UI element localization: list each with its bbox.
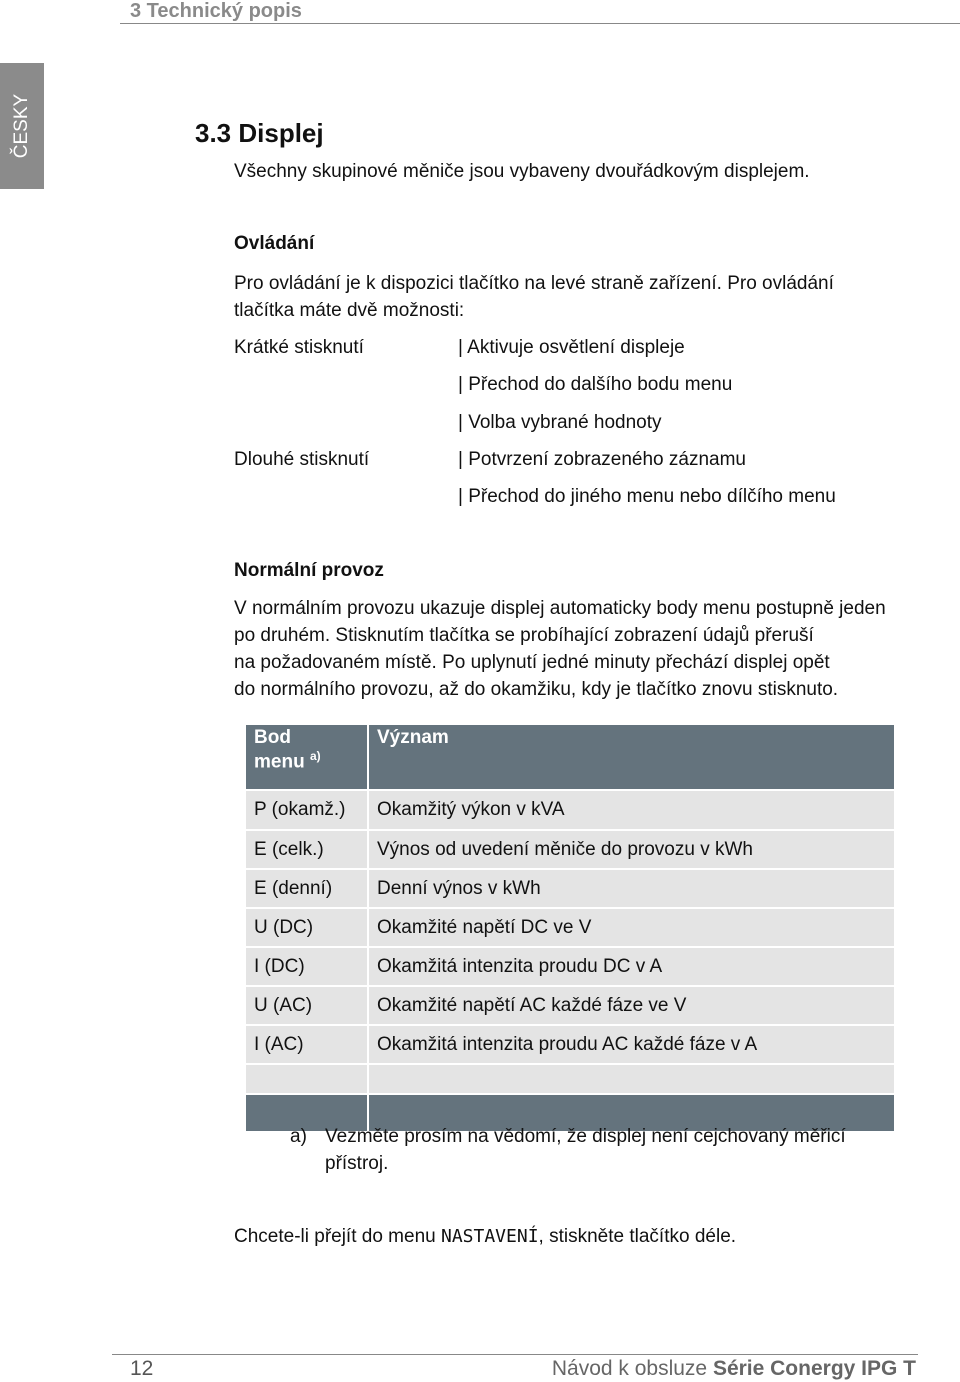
long-press-label: Dlouhé stisknutí [234, 449, 370, 470]
table-spacer-row [246, 1065, 896, 1095]
section-intro: Všechny skupinové měniče jsou vybaveny dvouřádkovým displejem. [234, 161, 810, 182]
normal-mode-line-3: na požadovaném místě. Po uplynutí jedné minuty přechází displej opět [234, 652, 830, 673]
action-item: | Potvrzení zobrazeného záznamu [458, 449, 746, 470]
language-tab-label: ČESKY [11, 93, 32, 159]
action-item: | Přechod do jiného menu nebo dílčího menu [458, 486, 836, 507]
action-item: | Aktivuje osvětlení displeje [458, 337, 685, 358]
footer-divider [112, 1354, 918, 1355]
footer-title: Návod k obsluze Série Conergy IPG T [551, 1357, 916, 1380]
menu-items-table [246, 725, 896, 1133]
footnote-line-2: přístroj. [325, 1153, 389, 1174]
normal-mode-line-2: po druhém. Stisknutím tlačítka se probíhající zobrazení údajů přeruší [234, 625, 814, 646]
language-tab [0, 63, 44, 189]
table-row: I (DC) Okamžitá intenzita proudu DC v A [246, 948, 896, 987]
ovladani-text-line-2: tlačítka máte dvě možnosti: [234, 300, 465, 321]
settings-hint: Chcete-li přejít do menu NASTAVENÍ, stiskněte tlačítko déle. [234, 1226, 737, 1247]
column-header-meaning: Význam [369, 725, 896, 791]
action-item: | Přechod do dalšího bodu menu [458, 374, 733, 395]
footnote-marker: a) [290, 1126, 307, 1147]
table-row: E (celk.) Výnos od uvedení měniče do provozu v kWh [246, 831, 896, 870]
footnote-ref: a) [309, 749, 321, 763]
column-header-menu-item: Bod menu $^{a)}$ [246, 725, 369, 791]
table-row: E (denní) Denní výnos v kWh [246, 870, 896, 909]
table-row: P (okamž.) Okamžitý výkon v kVA [246, 791, 896, 831]
table-row: U (AC) Okamžité napětí AC každé fáze ve V [246, 987, 896, 1026]
normal-mode-line-1: V normálním provozu ukazuje displej automaticky body menu postupně jeden [234, 598, 886, 619]
page-number: 12 [130, 1357, 154, 1380]
chapter-header: 3 Technický popis [130, 0, 302, 22]
ovladani-heading: Ovládání [234, 233, 315, 254]
footnote-line-1: Vezměte prosím na vědomí, že displej není cejchovaný měřicí [325, 1126, 846, 1147]
table-row: U (DC) Okamžité napětí DC ve V [246, 909, 896, 948]
action-item: | Volba vybrané hodnoty [458, 412, 662, 433]
table-row: I (AC) Okamžitá intenzita proudu AC každé fáze v A [246, 1026, 896, 1065]
settings-menu-name: NASTAVENÍ [441, 1226, 539, 1247]
header-divider [120, 23, 960, 24]
ovladani-text-line-1: Pro ovládání je k dispozici tlačítko na levé straně zařízení. Pro ovládání [234, 273, 834, 294]
normal-mode-heading: Normální provoz [234, 560, 384, 581]
short-press-label: Krátké stisknutí [234, 337, 364, 358]
section-title: 3.3 Displej [195, 118, 324, 148]
normal-mode-line-4: do normálního provozu, až do okamžiku, kdy je tlačítko znovu stisknuto. [234, 679, 839, 700]
table-header-row [246, 725, 896, 791]
